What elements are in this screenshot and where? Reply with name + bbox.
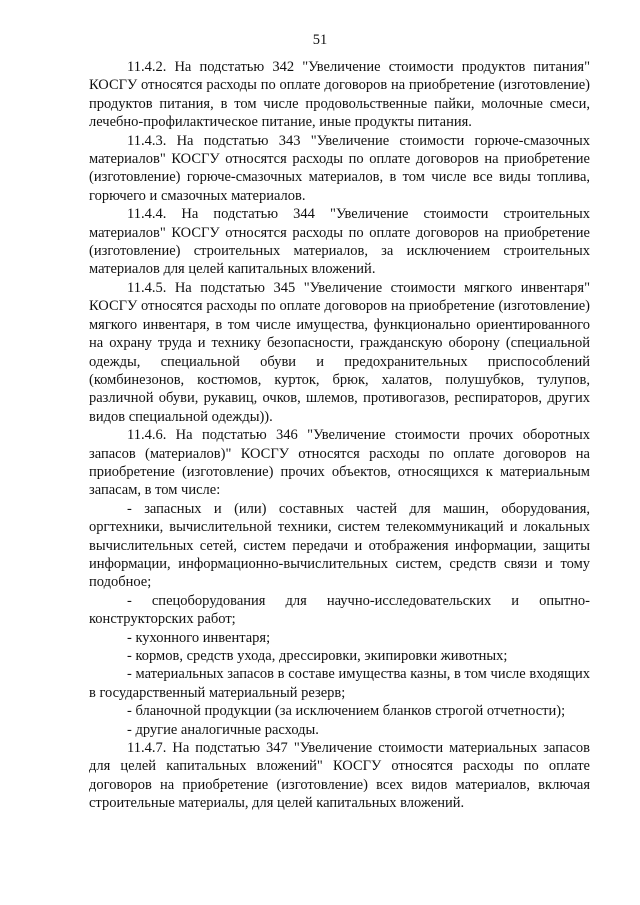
paragraph-11-4-3: 11.4.3. На подстатью 343 "Увеличение стоимости горюче-смазочных материалов" КОСГУ относятся расходы по оплате договоров на приобретение (изготовление) горюче-смазочных материалов, в том числе все виды топлива, горючего и смазочных материалов. <box>89 132 590 204</box>
list-item-blank-forms: - бланочной продукции (за исключением бланков строгой отчетности); <box>127 703 566 720</box>
list-item-kitchen-inventory: - кухонного инвентаря; <box>127 629 271 646</box>
page-number: 51 <box>312 32 328 48</box>
list-item-treasury-reserves: - материальных запасов в составе имущества казны, в том числе входящих в государственный материальный резерв; <box>89 666 590 701</box>
paragraph-11-4-7: 11.4.7. На подстатью 347 "Увеличение стоимости материальных запасов для целей капитальных вложений" КОСГУ относятся расходы по оплате договоров на приобретение (изготовление) всех видов материалов, включая строительные материалы, для целей капитальных вложений. <box>89 740 590 812</box>
list-item-other-expenses: - другие аналогичные расходы. <box>127 721 319 738</box>
list-item-special-equipment: - спецоборудования для научно-исследовательских и опытно-конструкторских работ; <box>89 592 590 628</box>
paragraph-11-4-5: 11.4.5. На подстатью 345 "Увеличение стоимости мягкого инвентаря" КОСГУ относятся расходы по оплате договоров на приобретение (изготовление) мягкого инвентаря, в том числе имущества, функционально ориентированного на охрану труда и технику безопасности, гражданскую оборону (специальной одежды, специальной обуви и предохранительных приспособлений (комбинезонов, костюмов, курток, брюк, халатов, полушубков, тулупов, различной обуви, рукавиц, очков, шлемов, противогазов, респираторов, других видов специальной одежды)). <box>89 279 590 425</box>
list-item-animal-feed: - кормов, средств ухода, дрессировки, экипировки животных; <box>127 648 508 664</box>
paragraph-11-4-2: 11.4.2. На подстатью 342 "Увеличение стоимости продуктов питания" КОСГУ относятся расходы по оплате договоров на приобретение (изготовление) продуктов питания, в том числе продовольственные пайки, молочные смеси, лечебно-профилактическое питание, иные продукты питания. <box>89 59 590 131</box>
list-item-spare-parts: - запасных и (или) составных частей для машин, оборудования, оргтехники, вычислительной техники, систем телекоммуникаций и локальных вычислительных сетей, систем передачи и отображения информации, защиты информации, информационно-вычислительных систем, средств связи и тому подобное; <box>89 500 590 591</box>
paragraph-11-4-6: 11.4.6. На подстатью 346 "Увеличение стоимости прочих оборотных запасов (материалов)" КОСГУ относятся расходы по оплате договоров на приобретение (изготовление) прочих объектов, относящихся к материальным запасам, в том числе: <box>89 427 590 499</box>
document-body <box>89 58 590 813</box>
paragraph-11-4-4: 11.4.4. На подстатью 344 "Увеличение стоимости строительных материалов" КОСГУ относятся расходы по оплате договоров на приобретение (изготовление) строительных материалов, за исключением строительных материалов для целей капитальных вложений. <box>89 206 590 278</box>
